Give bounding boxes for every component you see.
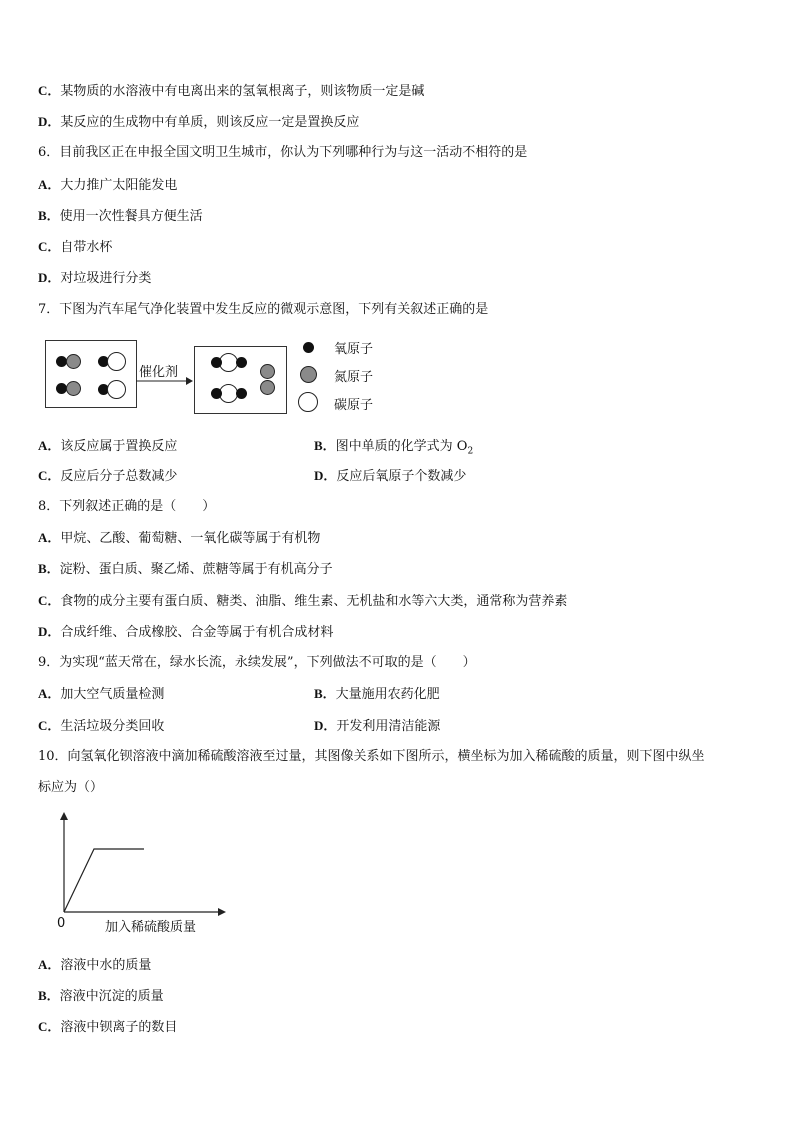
- option-letter: D．: [314, 718, 337, 733]
- arrow-right-icon: [136, 376, 194, 386]
- option-text: 溶液中沉淀的质量: [59, 989, 164, 1004]
- q9-option-c: [38, 718, 164, 735]
- x-axis-arrow-icon: [218, 908, 226, 916]
- graph-axes: [50, 812, 230, 917]
- nitrogen-atom-icon: [260, 380, 275, 395]
- q6-option-b: [38, 208, 203, 225]
- oxygen-atom-icon: [211, 388, 222, 399]
- q6-option-c: [38, 239, 112, 256]
- legend-oxygen-label: 氧原子: [334, 342, 374, 357]
- option-text: 开发利用清洁能源: [336, 719, 441, 734]
- option-letter: D．: [38, 114, 61, 129]
- q8-stem: 8．下列叙述正确的是（ ）: [38, 499, 216, 514]
- option-letter: A．: [38, 530, 61, 545]
- option-text: 食物的成分主要有蛋白质、糖类、油脂、维生素、无机盐和水等六大类，通常称为营养素: [60, 594, 568, 609]
- option-text: 大力推广太阳能发电: [60, 178, 178, 193]
- y-axis-arrow-icon: [60, 812, 68, 820]
- q8-option-c: [38, 593, 567, 610]
- oxygen-atom-icon: [211, 357, 222, 368]
- q10-stem-line2: 标应为（）: [38, 780, 104, 795]
- q5-option-d: [38, 114, 359, 131]
- legend-nitrogen-icon: [300, 366, 317, 383]
- option-text: 反应后氧原子个数减少: [336, 469, 467, 484]
- carbon-atom-icon: [107, 352, 126, 371]
- q7-option-c: [38, 468, 177, 485]
- option-letter: C．: [38, 239, 61, 254]
- subscript: 2: [467, 446, 474, 457]
- option-text: 某反应的生成物中有单质，则该反应一定是置换反应: [60, 115, 360, 130]
- option-letter: D．: [38, 270, 61, 285]
- option-letter: C．: [38, 83, 61, 98]
- option-letter: A．: [38, 957, 61, 972]
- legend-oxygen-icon: [303, 342, 314, 353]
- nitrogen-atom-icon: [260, 364, 275, 379]
- option-text: 大量施用农药化肥: [335, 687, 440, 702]
- option-text: 反应后分子总数减少: [60, 469, 178, 484]
- catalyst-label: 催化剂: [139, 365, 179, 380]
- option-text: 对垃圾进行分类: [60, 271, 152, 286]
- legend-carbon-label: 碳原子: [334, 398, 374, 413]
- legend-carbon-icon: [298, 392, 318, 412]
- q7-option-d: [314, 468, 466, 485]
- q10-stem-line1: 10．向氢氧化钡溶液中滴加稀硫酸溶液至过量，其图像关系如下图所示，横坐标为加入稀硫酸的质量，则下图中纵坐: [38, 749, 705, 764]
- q5-option-c: [38, 83, 424, 100]
- option-letter: A．: [38, 438, 61, 453]
- option-letter: B．: [38, 988, 60, 1003]
- option-letter: B．: [38, 561, 60, 576]
- q7-option-a: [38, 438, 177, 455]
- oxygen-atom-icon: [236, 388, 247, 399]
- option-text: 自带水杯: [60, 240, 113, 255]
- reactants-box: [45, 340, 137, 408]
- option-text: 甲烷、乙酸、葡萄糖、一氧化碳等属于有机物: [60, 531, 321, 546]
- q6-option-d: [38, 270, 151, 287]
- nitrogen-atom-icon: [66, 381, 81, 396]
- carbon-atom-icon: [107, 380, 126, 399]
- reaction-diagram: [38, 332, 398, 422]
- option-letter: B．: [314, 686, 336, 701]
- q8-option-b: [38, 561, 333, 578]
- products-box: [194, 346, 287, 414]
- q9-option-b: [314, 686, 440, 703]
- q10-option-c: [38, 1019, 177, 1036]
- option-letter: A．: [38, 686, 61, 701]
- option-text: 某物质的水溶液中有电离出来的氢氧根离子，则该物质一定是碱: [60, 84, 425, 99]
- q6-stem: 6．目前我区正在申报全国文明卫生城市，你认为下列哪种行为与这一活动不相符的是: [38, 145, 528, 160]
- option-text: 生活垃圾分类回收: [60, 719, 165, 734]
- option-letter: B．: [38, 208, 60, 223]
- oxygen-atom-icon: [236, 357, 247, 368]
- q10-option-b: [38, 988, 164, 1005]
- option-text: 图中单质的化学式为 O: [335, 439, 468, 454]
- option-letter: C．: [38, 1019, 61, 1034]
- option-text: 使用一次性餐具方便生活: [59, 209, 203, 224]
- option-text: 淀粉、蛋白质、聚乙烯、蔗糖等属于有机高分子: [59, 562, 333, 577]
- option-letter: D．: [38, 624, 61, 639]
- q6-option-a: [38, 177, 177, 194]
- option-letter: B．: [314, 438, 336, 453]
- q10-option-a: [38, 957, 151, 974]
- graph-x-label: 加入稀硫酸质量: [105, 920, 197, 935]
- q7-stem: 7．下图为汽车尾气净化装置中发生反应的微观示意图，下列有关叙述正确的是: [38, 302, 489, 317]
- q7-option-b: [314, 438, 473, 460]
- option-text: 合成纤维、合成橡胶、合金等属于有机合成材料: [60, 625, 334, 640]
- option-letter: C．: [38, 593, 61, 608]
- legend-nitrogen-label: 氮原子: [334, 370, 374, 385]
- q9-stem: 9．为实现“蓝天常在，绿水长流，永续发展”，下列做法不可取的是（ ）: [38, 655, 476, 670]
- graph-origin-label: 0: [57, 916, 66, 931]
- q9-option-a: [38, 686, 164, 703]
- q8-option-a: [38, 530, 320, 547]
- option-text: 溶液中钡离子的数目: [60, 1020, 178, 1035]
- option-text: 溶液中水的质量: [60, 958, 152, 973]
- q9-option-d: [314, 718, 440, 735]
- option-letter: A．: [38, 177, 61, 192]
- q10-graph: [50, 812, 230, 937]
- option-text: 加大空气质量检测: [60, 687, 165, 702]
- nitrogen-atom-icon: [66, 354, 81, 369]
- graph-curve: [64, 849, 144, 912]
- q8-option-d: [38, 624, 333, 641]
- option-letter: D．: [314, 468, 337, 483]
- option-letter: C．: [38, 468, 61, 483]
- option-letter: C．: [38, 718, 61, 733]
- option-text: 该反应属于置换反应: [60, 439, 178, 454]
